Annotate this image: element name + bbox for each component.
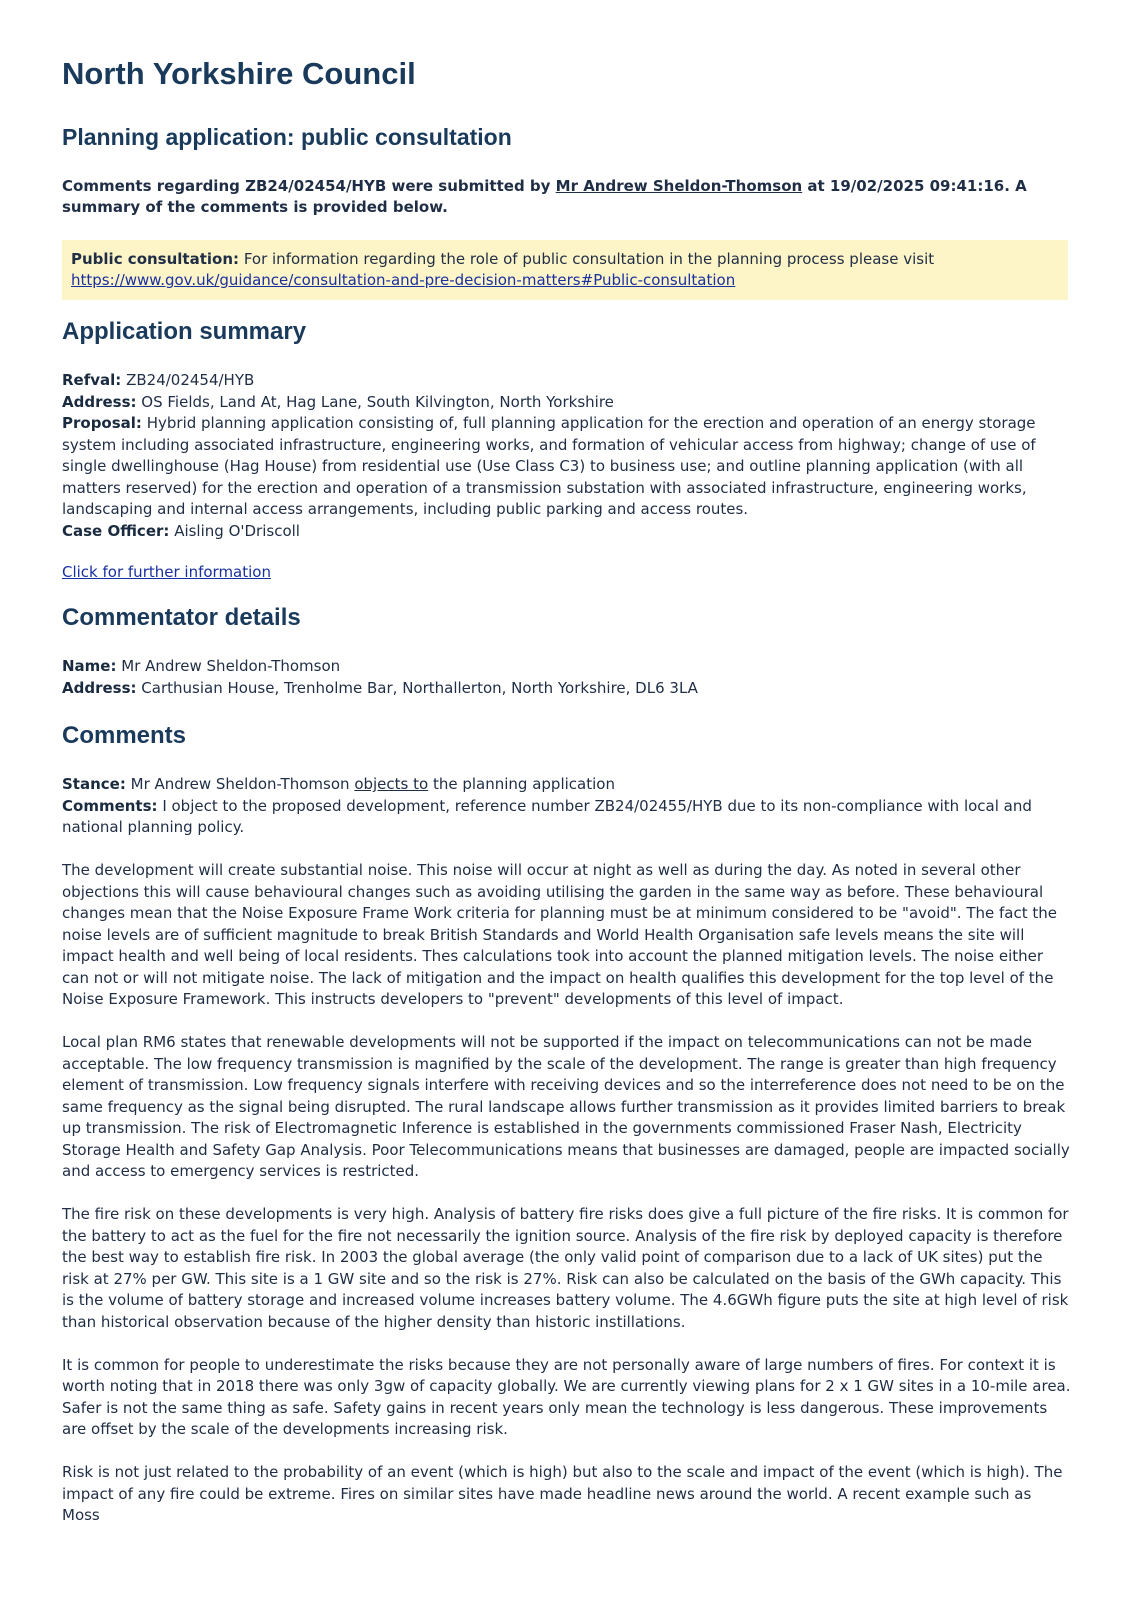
consultation-guidance-link[interactable]: https://www.gov.uk/guidance/consultation-and-pre-decision-matters#Public-consultation [71, 271, 736, 289]
application-summary [62, 370, 1072, 542]
page-subtitle: Planning application: public consultation [62, 124, 512, 150]
comment-paragraph: The development will create substantial noise. This noise will occur at night as well as during the day. As noted in several other objections this will cause behavioural changes such as avoiding utilising the garden in the same way as before. These behavioural changes mean that the Noise Exposure Frame Work criteria for planning must be at minimum considered to be "avoid". The fact the noise levels are of sufficient magnitude to break British Standards and World Health Organisation safe levels means the site will impact health and well being of local residents. Thes calculations took into account the planned mitigation levels. The noise either can not or will not mitigate noise. The lack of mitigation and the impact on health qualifies this development for the top level of the Noise Exposure Framework. This instructs developers to "prevent" developments of this level of impact. [62, 861, 1057, 1008]
commentator-name-link[interactable]: Mr Andrew Sheldon-Thomson [555, 177, 803, 195]
proposal-row [62, 413, 1072, 521]
commentator-name-row [62, 656, 1072, 678]
commentator-name-value: Mr Andrew Sheldon-Thomson [121, 657, 341, 675]
council-title: North Yorkshire Council [62, 56, 416, 91]
comment-paragraph: Risk is not just related to the probability of an event (which is high) but also to the scale and impact of the event (which is high). The impact of any fire could be extreme. Fires on similar sites have made headline news around the world. A recent example such as Moss [62, 1463, 1063, 1524]
commentator-address-label: Address: [62, 678, 137, 697]
commentator-details [62, 656, 1072, 699]
address-label: Address: [62, 392, 137, 411]
comment-paragraph: Local plan RM6 states that renewable developments will not be supported if the impact on telecommunications can not be made acceptable. The low frequency transmission is magnified by the scale of the development. The range is greater than high frequency element of transmission. Low frequency signals interfere with receiving devices and so the interreference does not need to be on the same frequency as the signal being disrupted. The rural landscape allows further transmission as it provides limited barriers to break up transmission. The risk of Electromagnetic Inference is established in the governments commissioned Fraser Nash, Electricity Storage Health and Safety Gap Analysis. Poor Telecommunications means that businesses are damaged, people are impacted socially and access to emergency services is restricted. [62, 1033, 1070, 1180]
proposal-value: Hybrid planning application consisting of, full planning application for the erection and operation of an energy storage system including associated infrastructure, engineering works, and formation of vehicular access from highway; change of use of single dwellinghouse (Hag House) from residential use (Use Class C3) to business use; and outline planning application (with all matters reserved) for the erection and operation of a transmission substation with associated infrastructure, engineering works, landscaping and internal access arrangements, including public parking and access routes. [62, 414, 1036, 518]
stance-label: Stance: [62, 775, 126, 793]
refval-value: ZB24/02454/HYB [126, 371, 255, 389]
further-information-link[interactable]: Click for further information [62, 563, 271, 581]
notice-text: For information regarding the role of public consultation in the planning process please visit [243, 250, 935, 268]
proposal-label: Proposal: [62, 414, 142, 432]
comment-paragraph: The fire risk on these developments is very high. Analysis of battery fire risks does give a full picture of the fire risks. It is common for the battery to act as the fuel for the fire not necessarily the ignition source. Analysis of the fire risk by deployed capacity is therefore the best way to establish fire risk. In 2003 the global average (the only valid point of comparison due to a lack of UK sites) put the risk at 27% per GW. This site is a 1 GW site and so the risk is 27%. Risk can also be calculated on the basis of the GWh capacity. This is the volume of battery storage and increased volume increases battery volume. The 4.6GWh figure puts the site at high level of risk than historical observation because of the higher density than historic instillations. [62, 1205, 1069, 1331]
intro-prefix: Comments regarding ZB24/02454/HYB were submitted by [62, 177, 551, 195]
submission-intro [62, 176, 1062, 218]
commentator-address-value: Carthusian House, Trenholme Bar, Northallerton, North Yorkshire, DL6 3LA [141, 678, 698, 697]
intro-suffix: at 19/02/2025 09:41:16. A summary of the comments is provided below. [62, 177, 1027, 216]
stance-prefix: Mr Andrew Sheldon-Thomson [130, 775, 350, 793]
commentator-address-row [62, 678, 1072, 700]
comment-paragraph: It is common for people to underestimate the risks because they are not personally aware of large numbers of fires. For context it is worth noting that in 2018 there was only 3gw of capacity globally. We are currently viewing plans for 2 x 1 GW sites in a 10-mile area. Safer is not the same thing as safe. Safety gains in recent years only mean the technology is less dangerous. These improvements are offset by the scale of the developments increasing risk. [62, 1355, 1071, 1438]
comments-body [62, 774, 1072, 1548]
address-value: OS Fields, Land At, Hag Lane, South Kilvington, North Yorkshire [141, 392, 614, 411]
refval-label: Refval: [62, 371, 122, 389]
commentator-name-label: Name: [62, 657, 117, 675]
further-info-row [62, 562, 1072, 584]
case-officer-label: Case Officer: [62, 521, 170, 540]
stance-objects-to: objects to [354, 775, 429, 793]
comments-heading: Comments [62, 722, 187, 749]
consultation-notice [62, 240, 1068, 300]
address-row [62, 392, 1072, 414]
commentator-heading: Commentator details [62, 604, 301, 631]
stance-suffix: the planning application [432, 775, 615, 793]
case-officer-value: Aisling O'Driscoll [174, 521, 300, 540]
application-summary-heading: Application summary [62, 318, 307, 345]
stance-row [62, 774, 1072, 796]
case-officer-row [62, 521, 1072, 543]
refval-row [62, 370, 1072, 392]
comments-first: I object to the proposed development, reference number ZB24/02455/HYB due to its non-compliance with local and national planning policy. [62, 796, 1032, 836]
comments-label: Comments: [62, 796, 158, 815]
comments-intro [62, 796, 1072, 839]
notice-label: Public consultation: [71, 250, 240, 268]
